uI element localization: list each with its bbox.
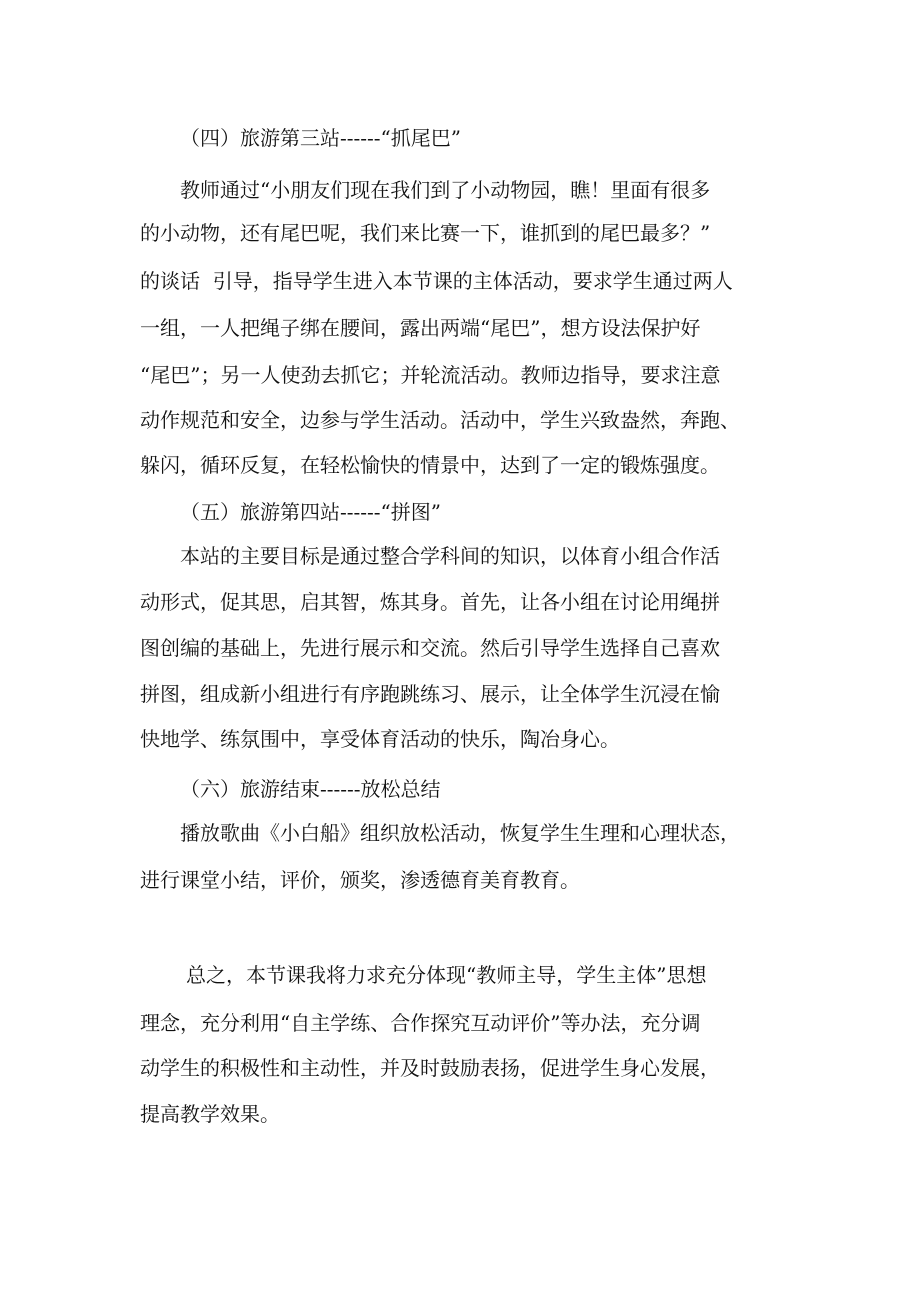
heading-station-4: （五）旅游第四站------“拼图”	[180, 500, 441, 524]
summary-line: 总之，本节课我将力求充分体现“教师主导，学生主体”思想	[186, 963, 707, 987]
paragraph-line: 教师通过“小朋友们现在我们到了小动物园，瞧！里面有很多	[180, 178, 711, 202]
paragraph-line: “尾巴”；另一人使劲去抓它；并轮流活动。教师边指导，要求注意	[140, 363, 721, 387]
paragraph-line: 进行课堂小结，评价，颁奖，渗透德育美育教育。	[140, 868, 580, 892]
paragraph-line: 播放歌曲《小白船》组织放松活动，恢复学生生理和心理状态，	[180, 821, 740, 845]
paragraph-line: 的谈话 引导，指导学生进入本节课的主体活动，要求学生通过两人	[140, 269, 733, 293]
heading-trip-end: （六）旅游结束------放松总结	[180, 777, 441, 801]
paragraph-line: 动形式，促其思，启其智，炼其身。首先，让各小组在讨论用绳拼	[140, 590, 720, 614]
paragraph-line: 的小动物，还有尾巴呢，我们来比赛一下，谁抓到的尾巴最多？”	[140, 221, 711, 245]
paragraph-line: 动作规范和安全，边参与学生活动。活动中，学生兴致盎然，奔跑、	[140, 408, 740, 432]
summary-line: 理念，充分利用“自主学练、合作探究互动评价”等办法，充分调	[140, 1011, 701, 1035]
paragraph-line: 快地学、练氛围中，享受体育活动的快乐，陶冶身心。	[140, 727, 620, 751]
paragraph-line: 拼图，组成新小组进行有序跑跳练习、展示，让全体学生沉浸在愉	[140, 682, 720, 706]
summary-line: 提高教学效果。	[140, 1102, 280, 1126]
paragraph-line: 一组，一人把绳子绑在腰间，露出两端“尾巴”，想方设法保护好	[140, 316, 701, 340]
paragraph-line: 躲闪，循环反复，在轻松愉快的情景中，达到了一定的锻炼强度。	[140, 453, 720, 477]
summary-line: 动学生的积极性和主动性，并及时鼓励表扬，促进学生身心发展，	[140, 1056, 720, 1080]
paragraph-line: 本站的主要目标是通过整合学科间的知识，以体育小组合作活	[180, 544, 720, 568]
heading-station-3: （四）旅游第三站------“抓尾巴”	[180, 126, 461, 150]
paragraph-line: 图创编的基础上，先进行展示和交流。然后引导学生选择自己喜欢	[140, 636, 720, 660]
